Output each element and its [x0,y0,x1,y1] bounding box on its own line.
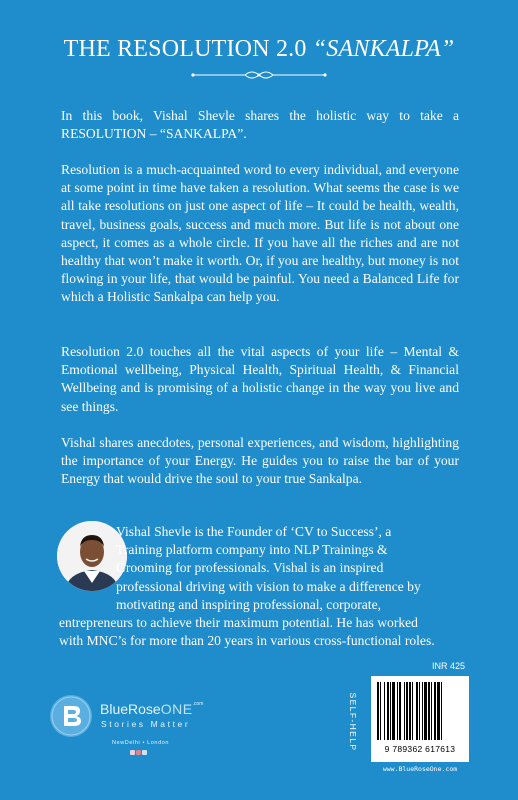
publisher-tagline: Stories Matter [101,719,191,729]
author-bio-line: Grooming for professionals. Vishal is an inspired [116,560,384,575]
author-bio-line: Training platform company into NLP Trainings & [116,542,388,557]
ornament-divider [190,68,328,82]
category-label [347,683,359,763]
publisher-name-one: ONE [160,701,193,717]
publisher-cities: NewDelhi • London [112,740,170,746]
category-text: SELF-HELP [348,692,358,752]
author-bio-line: professional driving with vision to make a difference by [116,579,421,594]
book-title [0,36,518,63]
author-bio-line: entrepreneurs to achieve their maximum potential. He has worked [59,615,418,630]
intro-paragraph: In this book, Vishal Shevle shares the holistic way to take a RESOLUTION – “SANKALPA”. [61,108,459,142]
publisher-domain: .com [192,701,204,707]
author-bio-line: motivating and inspiring professional, corporate, [116,597,382,612]
author-bio-line: Vishal Shevle is the Founder of ‘CV to Success’, a [116,524,392,539]
price-label: INR 425 [432,661,466,671]
publisher-logo-icon [50,695,92,737]
twitter-icon [142,750,147,755]
body-paragraph: Resolution 2.0 touches all the vital aspects of your life – Mental & Emotional wellbeing, Physical Health, Spiritual Health, & Financial Wellbeing and is promising of a holistic change in the way you live and see things. [61,344,459,414]
book-title-main: THE RESOLUTION 2.0 [63,36,313,62]
facebook-icon [130,750,135,755]
social-icons [130,750,148,757]
publisher-website: www.BlueRoseOne.com [382,765,458,773]
barcode-bars [371,676,469,742]
isbn-number: 9 789362 617613 [384,744,456,754]
body-paragraph: Resolution is a much-acquainted word to every individual, and everyone at some point in time have taken a resolution. What seems the case is we all take resolutions on just one aspect of life – It could be health, wealth, travel, business goals, success and much more. But life is not about one aspect, it comes as a whole circle. If you have all the riches and are not healthy that won’t make it worth. Or, if you are healthy, but money is not flowing in your life, that would be painful. You need a Balanced Life for which a Holistic Sankalpa can help you. [61,162,459,305]
publisher-name-main: BlueRose [100,701,161,717]
author-bio-line: with MNC’s for more than 20 years in various cross-functional roles. [59,633,435,648]
body-paragraph: Vishal shares anecdotes, personal experiences, and wisdom, highlighting the importance of your Energy. He guides you to raise the bar of your Energy that would drive the soul to your true Sankalpa. [61,435,459,487]
publisher-name [100,701,203,717]
instagram-icon [136,750,141,755]
book-title-sankalpa: “SANKALPA” [312,36,455,62]
